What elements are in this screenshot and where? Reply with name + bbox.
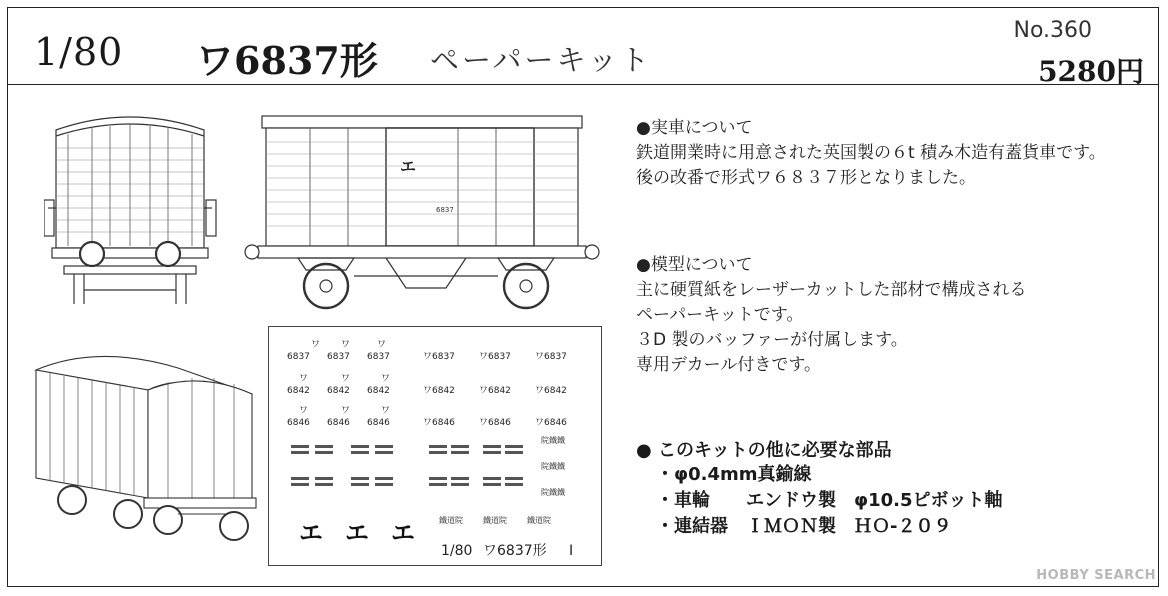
decal-wa-number: ワ6846 [423, 418, 455, 428]
real-car-line: 後の改番で形式ワ６８３７形となりました。 [636, 168, 976, 188]
decal-wa-number: ワ6837 [423, 352, 455, 362]
decal-kana: ワ [341, 406, 351, 416]
side-view-drawing [236, 112, 610, 312]
decal-wa-number: ワ6842 [479, 386, 511, 396]
decal-fine-print [291, 445, 523, 486]
model-line: ３D 製のバッファーが付属します。 [636, 330, 908, 350]
required-parts-list [656, 462, 1003, 540]
decal-wa-number: ワ6837 [535, 352, 567, 362]
decal-e-mark: エ [345, 519, 369, 547]
watermark-logo: HOBBY SEARCH [1036, 568, 1156, 583]
decal-wa-number: ワ6846 [535, 418, 567, 428]
decal-number: 6846 [287, 418, 310, 428]
real-car-section [636, 116, 1106, 191]
decal-number: 6842 [327, 386, 350, 396]
model-section [636, 253, 1027, 378]
decal-e-mark: エ [299, 519, 323, 547]
decal-number: 6846 [367, 418, 390, 428]
decal-railway-mark: 院鐵鐵 [541, 488, 565, 497]
decal-number: 6837 [327, 352, 350, 362]
required-parts-heading: ● このキットの他に必要な部品 [636, 440, 892, 461]
decal-label-model: ワ6837形 [483, 543, 547, 559]
header-divider [7, 84, 1159, 85]
required-part-item: ・φ0.4mm真鍮線 [656, 464, 812, 485]
decal-wa-number: ワ6842 [535, 386, 567, 396]
svg-text:エ: エ [400, 157, 417, 176]
decal-kana: ワ [299, 406, 309, 416]
decal-sheet-art [269, 327, 603, 567]
decal-wa-number: ワ6837 [479, 352, 511, 362]
decal-railway-small: 鐵道院 [483, 516, 507, 525]
required-part-item: ・連結器 ＩＭＯＮ製 ＨＯ-２０９ [656, 516, 952, 537]
decal-kana: ワ [341, 340, 351, 350]
kit-type-label: ペーパーキット [430, 43, 652, 77]
scale-label: 1/80 [34, 30, 124, 74]
decal-number: 6837 [287, 352, 310, 362]
decal-railway-mark: 院鐵鐵 [541, 462, 565, 471]
decal-kana: ワ [381, 374, 391, 384]
model-line: ペーパーキットです。 [636, 305, 804, 325]
end-view-drawing [44, 108, 219, 308]
decal-wa-number: ワ6842 [423, 386, 455, 396]
decal-number: 6842 [367, 386, 390, 396]
perspective-drawing [28, 350, 264, 550]
decal-railway-small: 鐵道院 [439, 516, 463, 525]
decal-kana: ワ [299, 374, 309, 384]
required-part-item: ・車輪 エンドウ製 φ10.5ピボット軸 [656, 490, 1003, 511]
decal-label-variant: I [569, 543, 574, 559]
decal-number: 6842 [287, 386, 310, 396]
model-heading: ●模型について [636, 255, 753, 275]
product-number: No.360 [1013, 18, 1092, 43]
decal-kana: ワ [311, 340, 321, 350]
decal-kana: ワ [341, 374, 351, 384]
decal-number: 6837 [367, 352, 390, 362]
decal-railway-small: 鐵道院 [527, 516, 551, 525]
decal-kana: ワ [381, 406, 391, 416]
decal-wa-number: ワ6846 [479, 418, 511, 428]
decal-number: 6846 [327, 418, 350, 428]
price: 5280円 [1038, 55, 1144, 88]
decal-e-mark: エ [391, 519, 415, 547]
model-line: 主に硬質紙をレーザーカットした部材で構成される [636, 280, 1027, 300]
decal-sheet [268, 326, 602, 566]
model-line: 専用デカール付きです。 [636, 355, 821, 375]
real-car-line: 鉄道開業時に用意された英国製の６t 積み木造有蓋貨車です。 [636, 143, 1106, 163]
decal-railway-mark: 院鐵鐵 [541, 436, 565, 445]
real-car-heading: ●実車について [636, 118, 753, 138]
model-title: ワ6837形 [196, 38, 378, 83]
decal-label-scale: 1/80 [441, 543, 473, 559]
side-number-label: 6837 [436, 206, 454, 214]
decal-kana: ワ [377, 340, 387, 350]
